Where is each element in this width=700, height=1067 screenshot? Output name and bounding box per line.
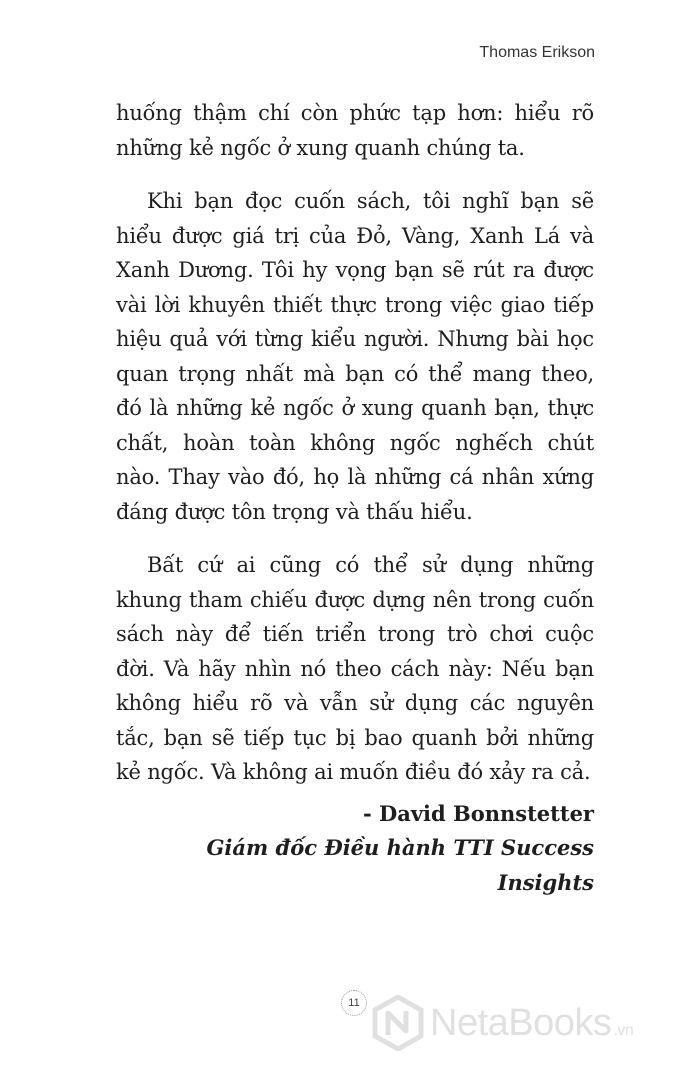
netabooks-logo-icon	[372, 995, 424, 1051]
netabooks-watermark	[372, 995, 633, 1051]
page-body	[116, 96, 594, 900]
watermark-tld: .vn	[613, 1021, 634, 1039]
page-number	[341, 990, 367, 1016]
paragraph-2: Khi bạn đọc cuốn sách, tôi nghĩ bạn sẽ hiểu được giá trị của Đỏ, Vàng, Xanh Lá và Xanh Dương. Tôi hy vọng bạn sẽ rút ra được vài lời khuyên thiết thực trong việc giao tiếp hiệu quả với từng kiểu người. Nhưng bài học quan trọng nhất mà bạn có thể mang theo, đó là những kẻ ngốc ở xung quanh bạn, thực chất, hoàn toàn không ngốc nghếch chút nào. Thay vào đó, họ là những cá nhân xứng đáng được tôn trọng và thấu hiểu.	[116, 189, 594, 524]
paragraph-3: Bất cứ ai cũng có thể sử dụng những khung tham chiếu được dựng nên trong cuốn sách này để tiến triển trong trò chơi cuộc đời. Và hãy nhìn nó theo cách này: Nếu bạn không hiểu rõ và vẫn sử dụng các nguyên tắc, bạn sẽ tiếp tục bị bao quanh bởi những kẻ ngốc. Và không ai muốn điều đó xảy ra cả.	[116, 553, 594, 784]
signature-title: Giám đốc Điều hành TTI Success Insights	[206, 835, 594, 895]
watermark-brand: NetaBooks	[430, 1001, 612, 1044]
page-number-value: 11	[348, 997, 360, 1009]
paragraph-1: huống thậm chí còn phức tạp hơn: hiểu rõ những kẻ ngốc ở xung quanh chúng ta.	[116, 101, 594, 160]
signature-name: - David Bonnstetter	[362, 800, 594, 826]
signature-block	[116, 797, 594, 901]
watermark-text	[430, 1002, 633, 1045]
running-header: Thomas Erikson	[479, 44, 595, 61]
